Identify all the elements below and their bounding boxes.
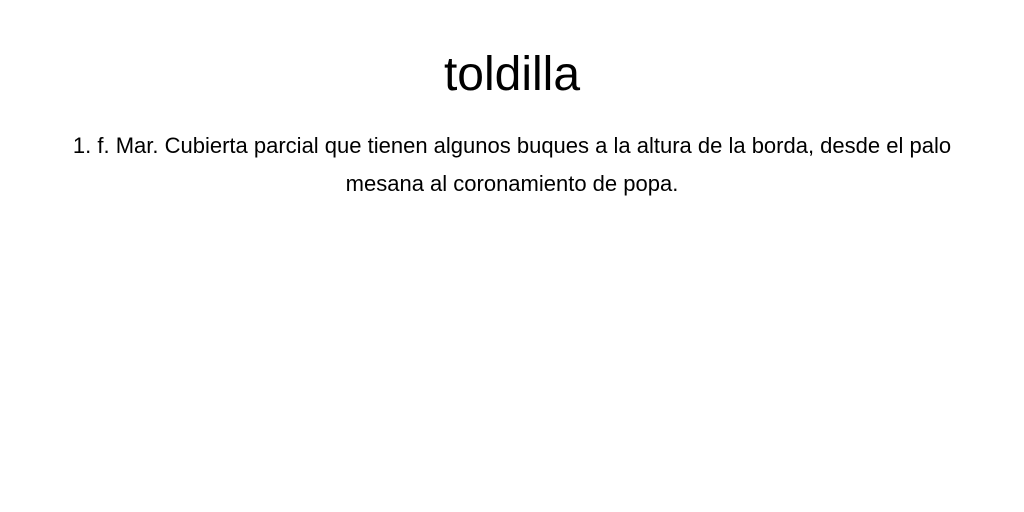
entry-term: toldilla: [443, 48, 581, 101]
entry-definition: 1. f. Mar. Cubierta parcial que tienen algunos buques a la altura de la borda, desde el palo mesana al coronamiento de popa.: [72, 133, 952, 196]
